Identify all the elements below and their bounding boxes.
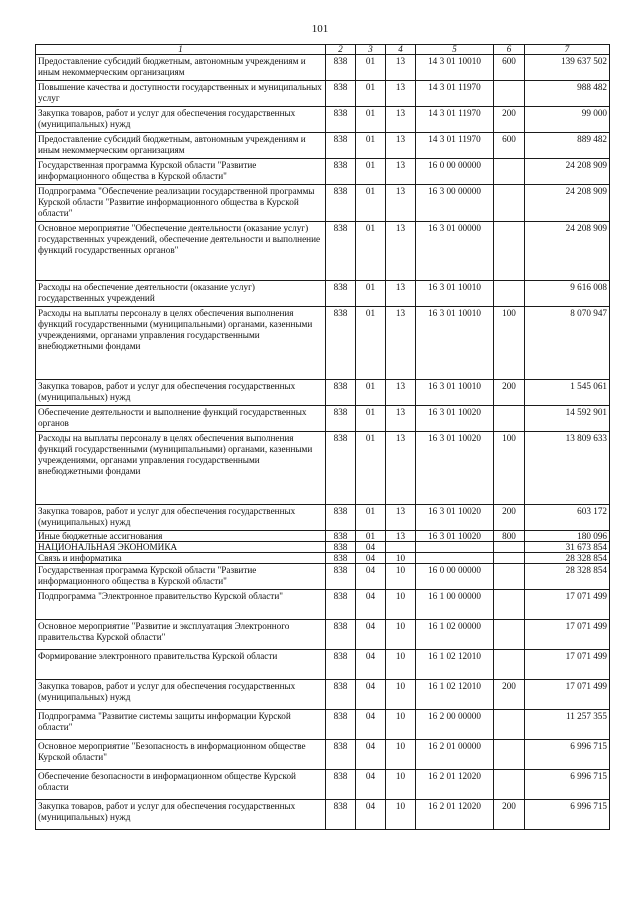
cell-amount: 603 172 — [525, 505, 610, 531]
cell-subsection: 13 — [386, 81, 416, 107]
cell-admin: 838 — [326, 107, 356, 133]
cell-section: 01 — [356, 133, 386, 159]
cell-target: 14 3 01 10010 — [416, 55, 494, 81]
cell-subsection: 13 — [386, 531, 416, 542]
cell-target: 16 1 02 00000 — [416, 620, 494, 650]
cell-target: 16 3 01 10010 — [416, 307, 494, 380]
cell-expense-type — [494, 740, 525, 770]
header-col-4: 4 — [386, 45, 416, 55]
cell-subsection: 13 — [386, 505, 416, 531]
cell-amount: 28 328 854 — [525, 564, 610, 590]
row-name: Предоставление субсидий бюджетным, автономным учреждениям и иным некоммерческим организациям — [36, 55, 326, 81]
table-row — [36, 505, 610, 531]
cell-subsection: 10 — [386, 740, 416, 770]
cell-admin: 838 — [326, 531, 356, 542]
cell-admin: 838 — [326, 650, 356, 680]
cell-amount: 9 616 008 — [525, 281, 610, 307]
cell-target: 14 3 01 11970 — [416, 107, 494, 133]
cell-amount: 8 070 947 — [525, 307, 610, 380]
table-row — [36, 553, 610, 564]
cell-admin: 838 — [326, 307, 356, 380]
row-name: Закупка товаров, работ и услуг для обеспечения государственных (муниципальных) нужд — [36, 680, 326, 710]
cell-amount: 1 545 061 — [525, 380, 610, 406]
cell-admin: 838 — [326, 800, 356, 830]
cell-amount: 11 257 355 — [525, 710, 610, 740]
page-number: 101 — [311, 23, 329, 35]
row-name: Иные бюджетные ассигнования — [36, 531, 326, 542]
header-col-3: 3 — [356, 45, 386, 55]
row-name: Закупка товаров, работ и услуг для обеспечения государственных (муниципальных) нужд — [36, 800, 326, 830]
cell-subsection — [386, 542, 416, 553]
cell-amount: 28 328 854 — [525, 553, 610, 564]
cell-admin: 838 — [326, 222, 356, 281]
cell-target: 16 3 01 10010 — [416, 380, 494, 406]
cell-subsection: 10 — [386, 553, 416, 564]
cell-amount: 139 637 502 — [525, 55, 610, 81]
cell-admin: 838 — [326, 159, 356, 185]
cell-expense-type: 200 — [494, 107, 525, 133]
cell-amount: 6 996 715 — [525, 800, 610, 830]
cell-amount: 31 673 854 — [525, 542, 610, 553]
cell-expense-type — [494, 185, 525, 222]
cell-expense-type: 100 — [494, 307, 525, 380]
cell-amount: 6 996 715 — [525, 770, 610, 800]
cell-amount: 14 592 901 — [525, 406, 610, 432]
cell-admin: 838 — [326, 740, 356, 770]
cell-section: 04 — [356, 590, 386, 620]
table-row — [36, 542, 610, 553]
cell-admin: 838 — [326, 380, 356, 406]
cell-amount: 180 096 — [525, 531, 610, 542]
cell-expense-type — [494, 281, 525, 307]
cell-expense-type: 600 — [494, 55, 525, 81]
cell-amount: 17 071 499 — [525, 650, 610, 680]
cell-expense-type: 100 — [494, 432, 525, 505]
cell-admin: 838 — [326, 281, 356, 307]
cell-expense-type — [494, 81, 525, 107]
header-col-7: 7 — [525, 45, 610, 55]
cell-admin: 838 — [326, 770, 356, 800]
cell-subsection: 13 — [386, 380, 416, 406]
cell-subsection: 10 — [386, 590, 416, 620]
cell-subsection: 10 — [386, 650, 416, 680]
cell-expense-type — [494, 553, 525, 564]
cell-target: 16 2 01 00000 — [416, 740, 494, 770]
table-row — [36, 281, 610, 307]
table-row — [36, 740, 610, 770]
cell-subsection: 13 — [386, 159, 416, 185]
cell-amount: 988 482 — [525, 81, 610, 107]
cell-target: 16 3 01 10010 — [416, 281, 494, 307]
cell-amount: 17 071 499 — [525, 590, 610, 620]
cell-subsection: 13 — [386, 222, 416, 281]
header-row — [36, 45, 610, 55]
cell-subsection: 10 — [386, 710, 416, 740]
cell-expense-type — [494, 770, 525, 800]
header-col-6: 6 — [494, 45, 525, 55]
cell-expense-type — [494, 564, 525, 590]
cell-section: 04 — [356, 740, 386, 770]
cell-target: 16 0 00 00000 — [416, 159, 494, 185]
cell-amount: 99 000 — [525, 107, 610, 133]
cell-subsection: 13 — [386, 55, 416, 81]
cell-target — [416, 553, 494, 564]
cell-admin: 838 — [326, 81, 356, 107]
row-name: Предоставление субсидий бюджетным, автономным учреждениям и иным некоммерческим организациям — [36, 133, 326, 159]
cell-section: 04 — [356, 680, 386, 710]
row-name: Расходы на обеспечение деятельности (оказание услуг) государственных учреждений — [36, 281, 326, 307]
cell-target: 16 2 01 12020 — [416, 770, 494, 800]
table-row — [36, 650, 610, 680]
header-col-2: 2 — [326, 45, 356, 55]
row-name: Основное мероприятие "Обеспечение деятельности (оказание услуг) государственных учреждений, обеспечение деятельности и выполнение функций государственных органов" — [36, 222, 326, 281]
cell-expense-type — [494, 542, 525, 553]
cell-admin: 838 — [326, 590, 356, 620]
cell-subsection: 13 — [386, 406, 416, 432]
row-name: Повышение качества и доступности государственных и муниципальных услуг — [36, 81, 326, 107]
cell-target: 16 2 01 12020 — [416, 800, 494, 830]
cell-target: 16 1 02 12010 — [416, 680, 494, 710]
row-name: Закупка товаров, работ и услуг для обеспечения государственных (муниципальных) нужд — [36, 505, 326, 531]
cell-section: 01 — [356, 380, 386, 406]
cell-admin: 838 — [326, 406, 356, 432]
table-row — [36, 770, 610, 800]
cell-admin: 838 — [326, 133, 356, 159]
cell-amount: 24 208 909 — [525, 222, 610, 281]
cell-section: 01 — [356, 81, 386, 107]
row-name: Расходы на выплаты персоналу в целях обеспечения выполнения функций государственными (муниципальными) органами, казенными учреждениями, органами управления государственными внебюджетными фондами — [36, 432, 326, 505]
table-row — [36, 800, 610, 830]
cell-subsection: 13 — [386, 185, 416, 222]
header-col-5: 5 — [416, 45, 494, 55]
table-row — [36, 680, 610, 710]
cell-expense-type — [494, 590, 525, 620]
cell-admin: 838 — [326, 185, 356, 222]
cell-section: 04 — [356, 553, 386, 564]
cell-target: 14 3 01 11970 — [416, 81, 494, 107]
cell-amount: 6 996 715 — [525, 740, 610, 770]
cell-admin: 838 — [326, 505, 356, 531]
row-name: Связь и информатика — [36, 553, 326, 564]
table-row — [36, 185, 610, 222]
cell-admin: 838 — [326, 432, 356, 505]
cell-target: 16 1 02 12010 — [416, 650, 494, 680]
cell-section: 01 — [356, 505, 386, 531]
row-name: Основное мероприятие "Безопасность в информационном обществе Курской области" — [36, 740, 326, 770]
row-name: Формирование электронного правительства Курской области — [36, 650, 326, 680]
table-row — [36, 380, 610, 406]
cell-amount: 24 208 909 — [525, 159, 610, 185]
cell-target: 14 3 01 11970 — [416, 133, 494, 159]
cell-section: 01 — [356, 406, 386, 432]
cell-section: 01 — [356, 531, 386, 542]
table-row — [36, 406, 610, 432]
cell-subsection: 13 — [386, 133, 416, 159]
cell-target: 16 3 01 00000 — [416, 222, 494, 281]
cell-target — [416, 542, 494, 553]
cell-section: 01 — [356, 281, 386, 307]
table-row — [36, 55, 610, 81]
cell-section: 04 — [356, 800, 386, 830]
row-name: Государственная программа Курской области "Развитие информационного общества в Курской области" — [36, 564, 326, 590]
cell-target: 16 3 00 00000 — [416, 185, 494, 222]
cell-expense-type — [494, 159, 525, 185]
cell-subsection: 10 — [386, 770, 416, 800]
cell-expense-type — [494, 710, 525, 740]
cell-section: 01 — [356, 432, 386, 505]
cell-target: 16 3 01 10020 — [416, 432, 494, 505]
row-name: НАЦИОНАЛЬНАЯ ЭКОНОМИКА — [36, 542, 326, 553]
cell-expense-type: 200 — [494, 800, 525, 830]
table-row — [36, 432, 610, 505]
budget-table — [35, 44, 610, 830]
cell-section: 01 — [356, 159, 386, 185]
cell-target: 16 3 01 10020 — [416, 505, 494, 531]
header-col-1: 1 — [36, 45, 326, 55]
cell-expense-type: 200 — [494, 505, 525, 531]
cell-target: 16 1 00 00000 — [416, 590, 494, 620]
cell-admin: 838 — [326, 620, 356, 650]
cell-admin: 838 — [326, 542, 356, 553]
cell-admin: 838 — [326, 680, 356, 710]
cell-section: 01 — [356, 307, 386, 380]
cell-subsection: 13 — [386, 281, 416, 307]
cell-subsection: 10 — [386, 564, 416, 590]
cell-subsection: 13 — [386, 107, 416, 133]
cell-section: 01 — [356, 185, 386, 222]
row-name: Основное мероприятие "Развитие и эксплуатация Электронного правительства Курской области" — [36, 620, 326, 650]
cell-amount: 17 071 499 — [525, 620, 610, 650]
table-row — [36, 590, 610, 620]
table-row — [36, 564, 610, 590]
row-name: Подпрограмма "Обеспечение реализации государственной программы Курской области "Развитие информационного общества в Курской области" — [36, 185, 326, 222]
cell-amount: 13 809 633 — [525, 432, 610, 505]
cell-expense-type — [494, 222, 525, 281]
cell-target: 16 0 00 00000 — [416, 564, 494, 590]
cell-admin: 838 — [326, 710, 356, 740]
table-row — [36, 159, 610, 185]
table-row — [36, 133, 610, 159]
cell-subsection: 10 — [386, 680, 416, 710]
table-row — [36, 307, 610, 380]
cell-amount: 24 208 909 — [525, 185, 610, 222]
row-name: Обеспечение деятельности и выполнение функций государственных органов — [36, 406, 326, 432]
cell-section: 01 — [356, 222, 386, 281]
cell-section: 04 — [356, 710, 386, 740]
cell-target: 16 3 01 10020 — [416, 531, 494, 542]
cell-expense-type: 600 — [494, 133, 525, 159]
cell-admin: 838 — [326, 564, 356, 590]
cell-expense-type: 200 — [494, 680, 525, 710]
cell-section: 01 — [356, 107, 386, 133]
cell-section: 01 — [356, 55, 386, 81]
cell-section: 04 — [356, 770, 386, 800]
cell-admin: 838 — [326, 553, 356, 564]
table-row — [36, 710, 610, 740]
table-row — [36, 531, 610, 542]
table-row — [36, 81, 610, 107]
cell-section: 04 — [356, 620, 386, 650]
row-name: Подпрограмма "Развитие системы защиты информации Курской области" — [36, 710, 326, 740]
cell-expense-type: 200 — [494, 380, 525, 406]
row-name: Расходы на выплаты персоналу в целях обеспечения выполнения функций государственными (муниципальными) органами, казенными учреждениями, органами управления государственными внебюджетными фондами — [36, 307, 326, 380]
table-row — [36, 620, 610, 650]
cell-section: 04 — [356, 564, 386, 590]
cell-target: 16 2 00 00000 — [416, 710, 494, 740]
cell-expense-type: 800 — [494, 531, 525, 542]
cell-section: 04 — [356, 542, 386, 553]
row-name: Подпрограмма "Электронное правительство Курской области" — [36, 590, 326, 620]
row-name: Обеспечение безопасности в информационном обществе Курской области — [36, 770, 326, 800]
table-row — [36, 222, 610, 281]
cell-section: 04 — [356, 650, 386, 680]
cell-subsection: 10 — [386, 800, 416, 830]
cell-subsection: 10 — [386, 620, 416, 650]
cell-admin: 838 — [326, 55, 356, 81]
cell-amount: 889 482 — [525, 133, 610, 159]
row-name: Закупка товаров, работ и услуг для обеспечения государственных (муниципальных) нужд — [36, 380, 326, 406]
cell-amount: 17 071 499 — [525, 680, 610, 710]
row-name: Государственная программа Курской области "Развитие информационного общества в Курской области" — [36, 159, 326, 185]
cell-target: 16 3 01 10020 — [416, 406, 494, 432]
cell-subsection: 13 — [386, 432, 416, 505]
table-row — [36, 107, 610, 133]
cell-subsection: 13 — [386, 307, 416, 380]
cell-expense-type — [494, 406, 525, 432]
cell-expense-type — [494, 650, 525, 680]
row-name: Закупка товаров, работ и услуг для обеспечения государственных (муниципальных) нужд — [36, 107, 326, 133]
cell-expense-type — [494, 620, 525, 650]
